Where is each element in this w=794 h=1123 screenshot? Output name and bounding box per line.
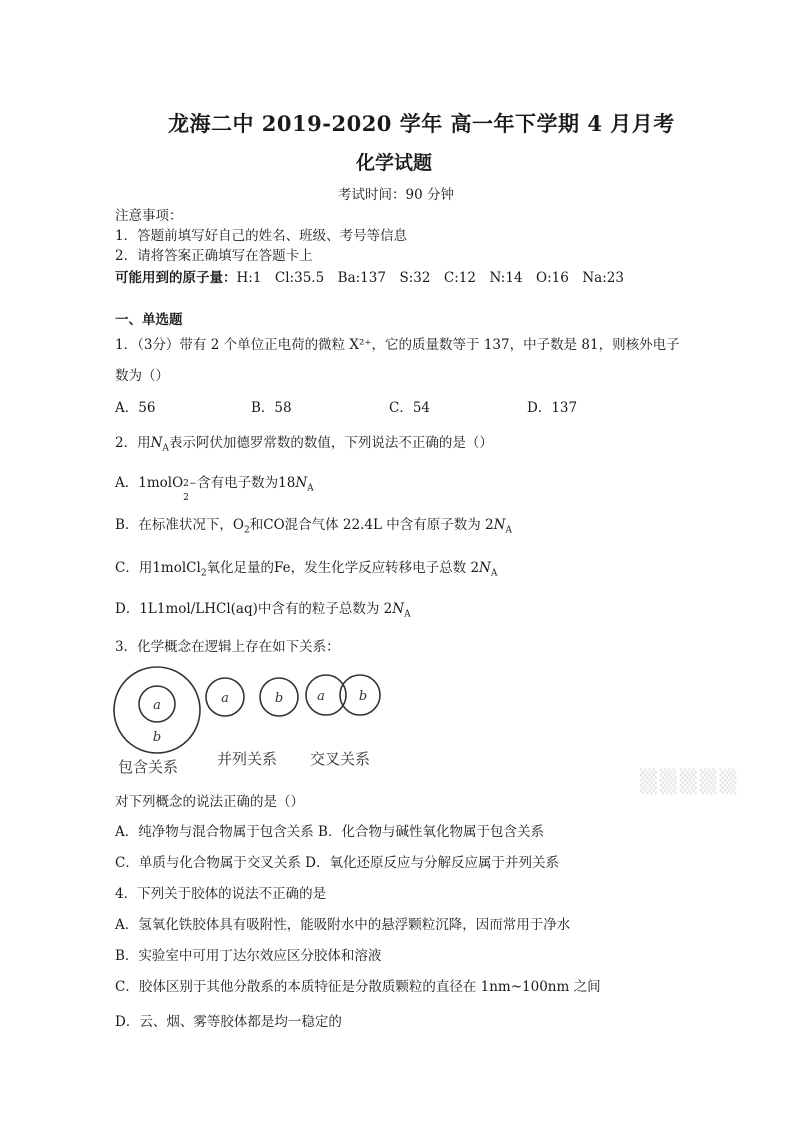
- atomic-mass-line: [115, 266, 624, 286]
- q2-option-a: A．1molO 2− 2 含有电子数为$18N_A$: [115, 475, 314, 503]
- q4-option-c: C．胶体区别于其他分散系的本质特征是分散质颗粒的直径在 1nm~100nm 之间: [115, 979, 601, 995]
- q3-stem: 3．化学概念在逻辑上存在如下关系：: [115, 639, 340, 655]
- exam-time: 考试时间：90 分钟: [338, 187, 454, 203]
- q1-option-b: B．58: [251, 400, 292, 416]
- q2-option-c: C．用1molCl$_2$氧化足量的Fe，发生化学反应转移电子总数 $2N_A$: [115, 560, 498, 579]
- q3-options-ab: A．纯净物与混合物属于包含关系 B．化合物与碱性氧化物属于包含关系: [115, 824, 544, 840]
- atomic-mass-label: 可能用到的原子量：: [115, 270, 237, 286]
- q1-stem-line2: 数为（）: [115, 368, 169, 384]
- q2-stem: 2．用$N_A$表示阿伏加德罗常数的数值，下列说法不正确的是（）: [115, 435, 493, 454]
- cross-label-b: b: [358, 689, 368, 704]
- notes-heading: 注意事项：: [115, 208, 183, 224]
- parallel-label-b: b: [274, 691, 284, 706]
- label-parallel-relation: 并列关系: [217, 750, 278, 768]
- concept-relationship-diagram: [110, 660, 400, 780]
- q1-option-d: D．137: [527, 400, 578, 416]
- page-subtitle: 化学试题: [356, 152, 433, 174]
- q3-options-cd: C．单质与化合物属于交叉关系 D．氧化还原反应与分解反应属于并列关系: [115, 855, 559, 871]
- q2-option-d: D．1L1mol/LHCl(aq)中含有的粒子总数为 $2N_A$: [115, 601, 411, 620]
- atomic-mass-values: H:1 Cl:35.5 Ba:137 S:32 C:12 N:14 O:16 Na:23: [236, 270, 624, 286]
- q1-stem-line1: 1．（3分）带有 2 个单位正电荷的微粒 X²⁺，它的质量数等于 137，中子数是 81，则核外电子: [115, 337, 680, 353]
- outer-label-b: b: [152, 730, 162, 745]
- cross-label-a: a: [317, 689, 325, 704]
- label-contain-relation: 包含关系: [118, 758, 179, 776]
- section-heading: 一、单选题: [115, 312, 183, 328]
- q4-option-b: B．实验室中可用丁达尔效应区分胶体和溶液: [115, 948, 382, 964]
- q1-option-c: C．54: [389, 400, 431, 416]
- parallel-label-a: a: [221, 691, 229, 706]
- q3-question: 对下列概念的说法正确的是（）: [115, 794, 304, 810]
- inner-label-a: a: [153, 698, 161, 713]
- q1-option-a: A．56: [115, 400, 156, 416]
- note-item-2: 2．请将答案正确填写在答题卡上: [115, 248, 313, 264]
- page-title: 龙海二中 2019-2020 学年 高一年下学期 4 月月考: [168, 111, 675, 136]
- q4-stem: 4．下列关于胶体的说法不正确的是: [115, 886, 327, 902]
- label-cross-relation: 交叉关系: [310, 750, 371, 768]
- note-item-1: 1．答题前填写好自己的姓名、班级、考号等信息: [115, 228, 408, 244]
- q4-option-d: D．云、烟、雾等胶体都是均一稳定的: [115, 1014, 342, 1030]
- q4-option-a: A．氢氧化铁胶体具有吸附性，能吸附水中的悬浮颗粒沉降，因而常用于净水: [115, 917, 571, 933]
- q2-option-b: B．在标准状况下，$O_2$和CO混合气体 22.4L 中含有原子数为 $2N_A$: [115, 517, 512, 536]
- watermark: ▒▒▒▒▒: [640, 770, 740, 795]
